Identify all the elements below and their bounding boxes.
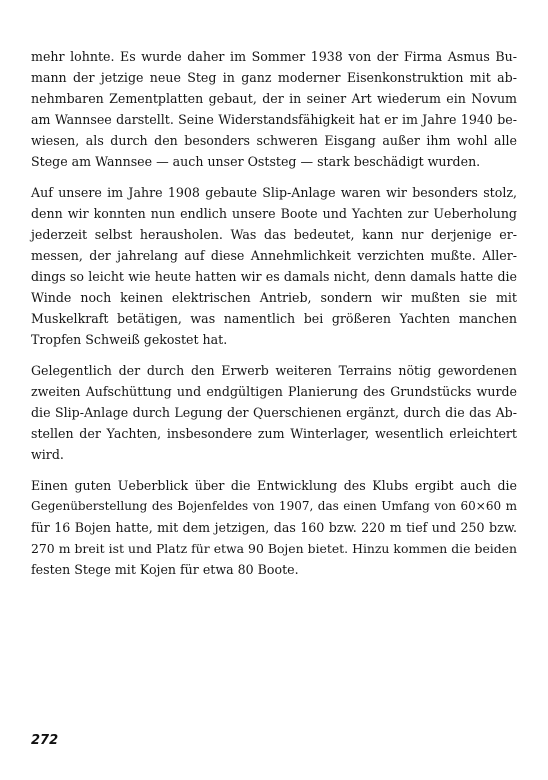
text-line: messen, der jahrelang auf diese Annehmlichkeit verzichten mußte. Aller- — [31, 248, 517, 263]
paragraph-gap — [31, 465, 517, 475]
text-line: Tropfen Schweiß gekostet hat. — [31, 332, 228, 347]
text-line: Winde noch keinen elektrischen Antrieb, sondern wir mußten sie mit — [31, 290, 517, 305]
text-line: mann der jetzige neue Steg in ganz moderner Eisenkonstruktion mit ab- — [31, 70, 517, 85]
text-line: zweiten Aufschüttung und endgültigen Planierung des Grundstücks wurde — [31, 384, 517, 399]
text-line: Gelegentlich der durch den Erwerb weiteren Terrains nötig gewordenen — [31, 363, 517, 378]
text-line: jederzeit selbst herausholen. Was das bedeutet, kann nur derjenige er- — [31, 227, 517, 242]
text-line: wiesen, als durch den besonders schweren Eisgang außer ihm wohl alle — [31, 133, 517, 148]
text-line: mehr lohnte. Es wurde daher im Sommer 1938 von der Firma Asmus Bu- — [31, 49, 517, 64]
text-line: am Wannsee darstellt. Seine Widerstandsfähigkeit hat er im Jahre 1940 be- — [31, 112, 517, 127]
text-line: für 16 Bojen hatte, mit dem jetzigen, das 160 bzw. 220 m tief und 250 bzw. — [31, 520, 517, 535]
text-line: die Slip-Anlage durch Legung der Querschienen ergänzt, durch die das Ab- — [31, 405, 517, 420]
text-line: denn wir konnten nun endlich unsere Boote und Yachten zur Ueberholung — [31, 206, 517, 221]
paragraph-bojenfeld — [31, 475, 517, 580]
text-line: Einen guten Ueberblick über die Entwicklung des Klubs ergibt auch die — [31, 478, 517, 493]
text-line: Muskelkraft betätigen, was namentlich bei größeren Yachten manchen — [31, 311, 517, 326]
text-line: Gegenüberstellung des Bojenfeldes von 1907, das einen Umfang von 60×60 m — [31, 499, 517, 513]
text-line: Stege am Wannsee — auch unser Oststeg — stark beschädigt wurden. — [31, 154, 481, 169]
text-line: wird. — [31, 447, 64, 462]
text-line: dings so leicht wie heute hatten wir es damals nicht, denn damals hatte die — [31, 269, 517, 284]
page-number: 272 — [31, 733, 59, 748]
paragraph-aufschuettung — [31, 360, 517, 465]
text-line: nehmbaren Zementplatten gebaut, der in seiner Art wiederum ein Novum — [31, 91, 517, 106]
text-line: 270 m breit ist und Platz für etwa 90 Bojen bietet. Hinzu kommen die beiden — [31, 541, 517, 556]
page-text — [31, 46, 517, 580]
paragraph-gap — [31, 350, 517, 360]
paragraph-steg — [31, 46, 517, 172]
text-line: festen Stege mit Kojen für etwa 80 Boote. — [31, 562, 299, 577]
text-line: Auf unsere im Jahre 1908 gebaute Slip-Anlage waren wir besonders stolz, — [31, 185, 517, 200]
text-line: stellen der Yachten, insbesondere zum Winterlager, wesentlich erleichtert — [31, 426, 517, 441]
paragraph-slip-anlage — [31, 182, 517, 350]
paragraph-gap — [31, 172, 517, 182]
